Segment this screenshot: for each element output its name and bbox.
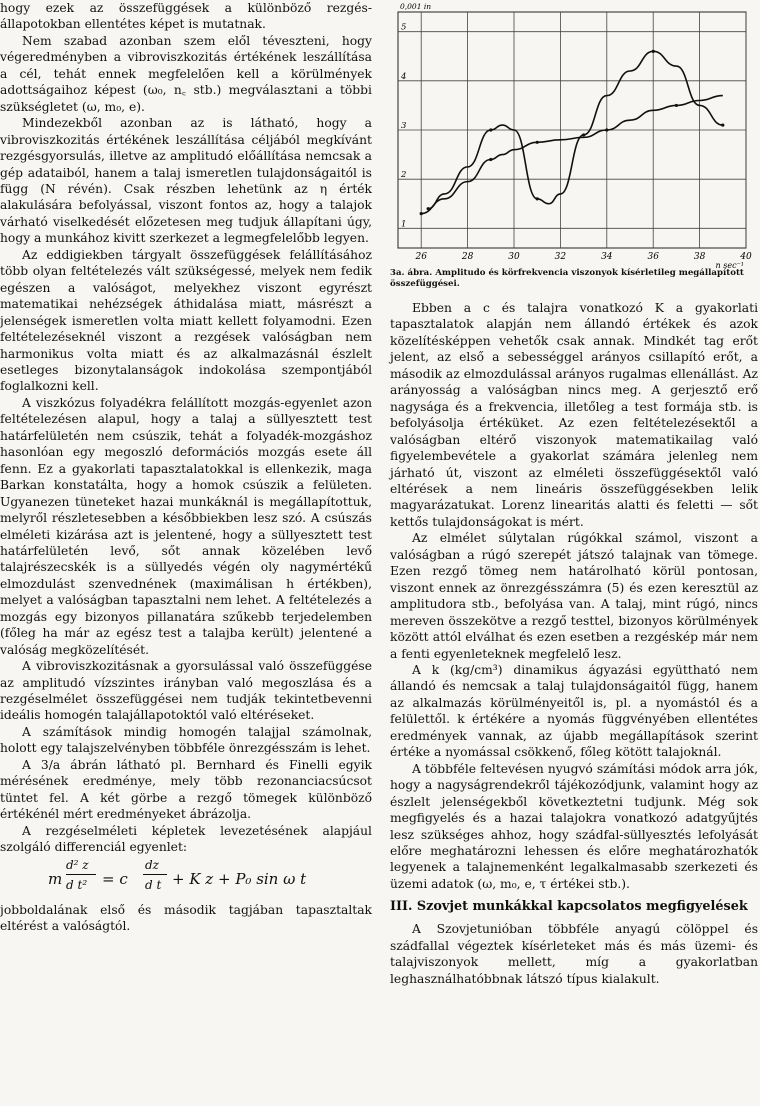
formula-rest: + K z + P₀ sin ω t	[172, 869, 307, 888]
y-tick-label: 5	[401, 22, 407, 33]
data-point	[582, 133, 585, 136]
formula-numerator: dz	[145, 857, 160, 872]
data-point	[652, 50, 655, 53]
x-tick-label: 40	[740, 252, 752, 262]
y-tick-label: 4	[401, 71, 407, 82]
data-point	[536, 141, 539, 144]
y-axis-label: 0,001 in	[400, 2, 432, 11]
x-tick-label: 26	[415, 252, 427, 262]
fraction-bar	[143, 874, 167, 875]
fraction-bar	[66, 874, 96, 875]
paragraph: A viszkózus folyadékra felállított mozgás-egyenlet azon feltételezésen alapul, hogy a talaj a süllyesztett test határfelületén nem csúszik, tehát a folyadék-mozgáshoz hasonlóan egy megoszló deformációs mozgás esete áll fenn. Ez a gyakorlati tapasztalatokkal is ellenkezik, maga Barkan konstatálta, hogy a homok csúszik a felületen. Ugyanezen tüneteket hazai munkáknál is megállapítottuk, melyről részletesebben a későbbiekben lesz szó. A csúszás elméleti kizárása azt is jelentené, hogy a süllyesztett test határfelületén levő, sőt annak közelében levő talajrészecskék is a süllyedés végén oly nagymértékű elmozdulást szenvednének (maximálisan h értékben), melyet a valóságban tapasztalni nem lehet. A feltételezés a mozgás egy bizonyos pillanatára szűkebb terjedelemben (főleg ha már az egész test a talajba került) jelentené a valóság megközelítését.	[0, 395, 372, 657]
y-tick-label: 1	[401, 219, 407, 230]
data-point	[605, 128, 608, 131]
figure-caption: 3a. ábra. Amplitudo és körfrekvencia viszonyok kísérletileg megállapított összefüggései.	[390, 268, 744, 289]
data-point	[489, 128, 492, 131]
data-point	[489, 158, 492, 161]
paragraph: A 3/a ábrán látható pl. Bernhard és Finelli egyik mérésének eredménye, mely több rezonanciacsúcsot tüntet fel. A két görbe a rezgő tömegek különböző értékénél mért eredményeket ábrázolja.	[0, 757, 372, 822]
formula-equals: = c	[102, 869, 128, 888]
paragraph: Nem szabad azonban szem elől téveszteni, hogy végeredményben a vibroviszkozitás értékének leszállítása a cél, tehát ennek megfelelően kell a körülmények adottságaihoz képest (ω₀, n꜀ stb.) megválasztani a többi szükségletet (ω, m₀, e).	[0, 33, 372, 114]
paragraph: jobboldalának első és második tagjában tapasztaltak eltérést a valóságtól.	[0, 902, 372, 934]
x-tick-label: 36	[647, 252, 659, 262]
y-tick-label: 3	[401, 121, 407, 131]
paragraph: A vibroviszkozitásnak a gyorsulással való összefüggése az amplitudó vízszintes irányban való megoszlása és a rezgéselmélet összefüggései nem tudják tekintetbevenni ideális homogén talajállapotoktól való eltéréseket.	[0, 659, 372, 723]
y-tick-label: 2	[401, 170, 407, 181]
data-point	[675, 104, 678, 107]
paragraph: A k (kg/cm³) dinamikus ágyazási együttható nem állandó és nemcsak a talaj tulajdonságaitól függ, hanem az alkalmazás körülményeitől is, pl. a nyomástól és a felülettől. k értékére a nyomás függvényében ellentétes eredmények vannak, az újabb megállapítások szerint értéke a nyomással csökkenő, főleg kötött talajoknál.	[390, 662, 758, 760]
formula-mass: m	[48, 869, 63, 888]
x-tick-label: 30	[508, 252, 520, 262]
data-point	[420, 212, 423, 215]
paragraph: Az eddigiekben tárgyalt összefüggések felállításához több olyan feltételezés vált szükségessé, melyek nem fedik egészen a valóságot, melyekhez viszont egyrészt matematikai nehézségek áthidalása miatt, másrészt a jelenségek ismeretlen volta miatt kellett folyamodni. Ezen feltételezéseknél viszont a rezgések valóságban nem harmonikus volta miatt és az alkalmazásnál észlelt esetleges bizonytalanságok indokolása szempontjából foglalkozni kell.	[0, 247, 372, 394]
paragraph: A rezgéselméleti képletek levezetésének alapjául szolgáló differenciál egyenlet:	[0, 823, 372, 855]
x-tick-label: 34	[601, 252, 613, 262]
formula-denominator: d t²	[66, 877, 88, 892]
x-tick-label: 38	[693, 252, 706, 262]
paragraph: A többféle feltevésen nyugvó számítási módok arra jók, hogy a nagyságrendekről tájékozódjunk, valamint hogy az észlelt jelenségekből következtetni tudjunk. Még sok megfigyelés és a hazai talajokra vonatkozó adatgyűjtés lesz szükséges ahhoz, hogy szádfal-süllyesztés lefolyását előre meghatározni lehessen és előre meghatározhatók legyenek a talajnemenként legalkalmasabb szerkezeti és üzemi adatok (ω, m₀, e, τ értékei stb.).	[390, 761, 758, 891]
formula-numerator: d² z	[66, 857, 89, 872]
x-axis-label: n sec⁻¹	[715, 261, 744, 268]
x-tick-label: 32	[554, 252, 567, 262]
left-column	[0, 0, 372, 934]
formula-denominator: d t	[145, 877, 162, 892]
paragraph: Mindezekből azonban az is látható, hogy a vibroviszkozitás értékének leszállítása céljából megkívánt rezgésgyorsulás, illetve az amplitudó előállítása nemcsak a gép adataiból, hanem a talaj ismeretlen tulajdonságaitól is függ (N révén). Csak részben lehetünk az η érték alakulására befolyással, viszont fontos az, hogy a talajok várható viselkedését előzetesen meg tudjuk állapítani úgy, hogy a munkához kivitt szerkezet a legmegfelelőbb legyen.	[0, 116, 372, 246]
data-point	[427, 207, 430, 210]
paragraph: A Szovjetunióban többféle anyagú cölöppel és szádfallal végeztek kísérleteket más és más üzemi- és talajviszonyok mellett, míg a gyakorlatban leghasználhatóbbnak látszó típus kialakult.	[390, 922, 758, 986]
paragraph: Az elmélet súlytalan rúgókkal számol, viszont a valóságban a rúgó szerepét játszó talajnak van tömege. Ezen rezgő tömeg nem határolható körül pontosan, viszont ennek az önrezgésszámra (5) és ezen keresztül az amplitudora stb., befolyása van. A talaj, mint rúgó, nincs mereven összekötve a rezgő testtel, bizonyos körülmények között attól elválhat és ezen esetben a rezgéskép már nem a fenti egyenleteknek megfelelő lesz.	[390, 531, 758, 661]
right-column	[390, 0, 758, 987]
figure-3a-chart	[390, 0, 758, 268]
paragraph: A számítások mindig homogén talajjal számolnak, holott egy talajszelvényben többféle önrezgésszám is lehet.	[0, 724, 372, 756]
differential-equation	[0, 856, 372, 902]
paragraph: hogy ezek az összefüggések a különböző rezgés-állapotokban ellentétes képet is mutatnak.	[0, 1, 372, 32]
section-heading: III. Szovjet munkákkal kapcsolatos megfigyelések	[390, 899, 748, 915]
x-tick-label: 28	[461, 252, 474, 262]
data-point	[536, 197, 539, 200]
data-point	[721, 123, 724, 126]
paragraph: Ebben a c és talajra vonatkozó K a gyakorlati tapasztalatok alapján nem állandó értékek és azok közelítésképpen vehetők csak annak. Mindkét tag erőt jelent, az első a sebességgel arányos csillapító erőt, a második az elmozdulással arányos rugalmas ellenállást. Az arányosság a valóságban nincs meg. A gerjesztő erő nagysága és a frekvencia, illetőleg a test formája stb. is befolyásolja értéküket. Az ezen feltételezésektől a valóságban eltérő viszonyok matematikailag való figyelembevétele a gyakorlat számára jelenleg nem járható út, viszont az elméleti összefüggésektől való eltérések a nem lineáris összefüggésekben lelik magyarázatukat. Lorenz linearitás alatti és feletti — sőt kettős tulajdonságokat is mért.	[390, 301, 758, 529]
series-line-1	[421, 96, 723, 214]
